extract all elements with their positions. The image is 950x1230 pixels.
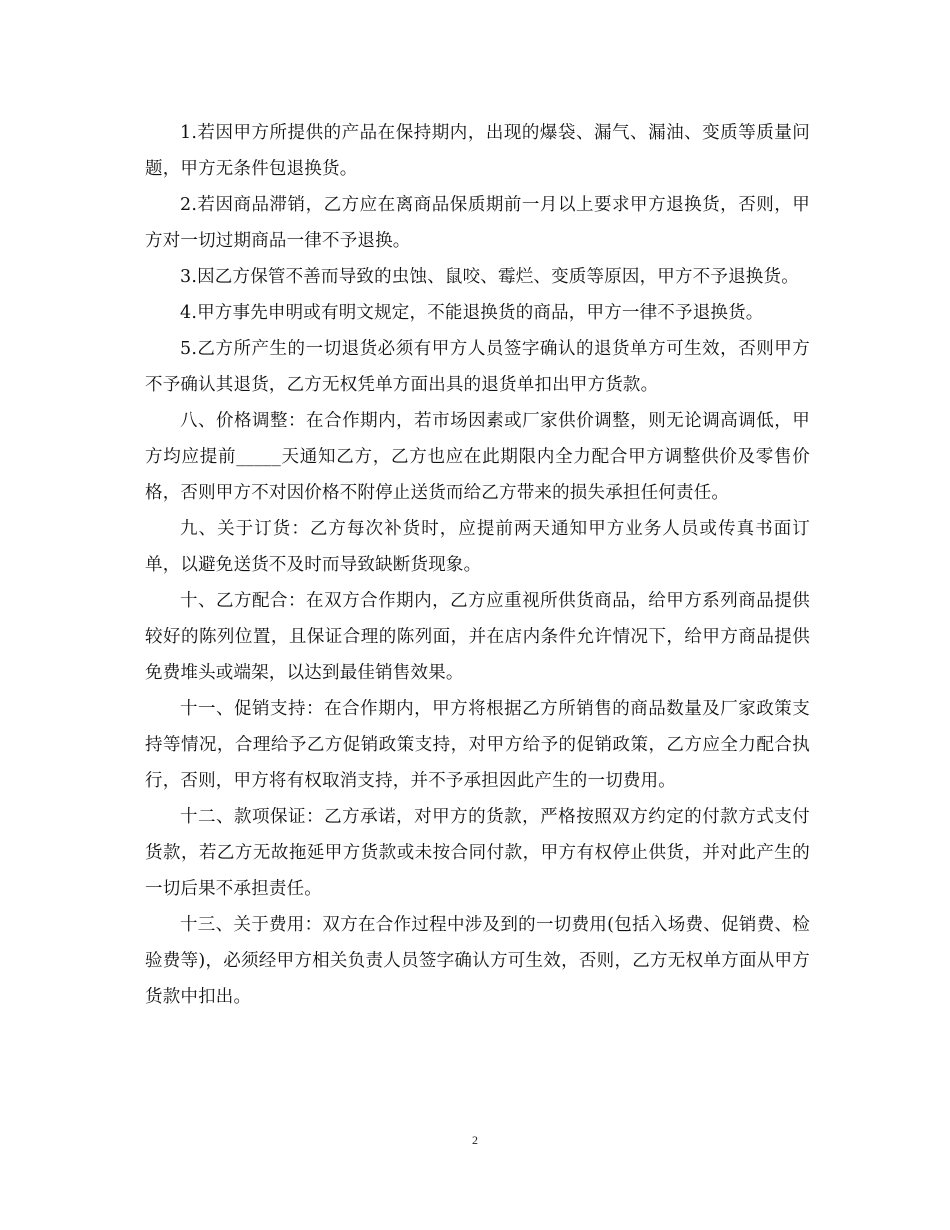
clause-return-quality: 1.若因甲方所提供的产品在保持期内，出现的爆袋、漏气、漏油、变质等质量问题，甲方无条件包退换货。 [145, 123, 810, 179]
clause-return-storage-damage: 3.因乙方保管不善而导致的虫蚀、鼠咬、霉烂、变质等原因，甲方不予退换货。 [180, 267, 799, 287]
clause-ordering: 九、关于订货：乙方每次补货时，应提前两天通知甲方业务人员或传真书面订单，以避免送货不及时而导致缺断货现象。 [145, 519, 810, 575]
clause-fees: 十三、关于费用：双方在合作过程中涉及到的一切费用(包括入场费、促销费、检验费等)，必须经甲方相关负责人员签字确认方可生效，否则，乙方无权单方面从甲方货款中扣出。 [145, 915, 810, 1007]
page-number: 2 [472, 1133, 478, 1147]
document-body [145, 115, 810, 1015]
clause-price-adjustment: 八、价格调整：在合作期内，若市场因素或厂家供价调整，则无论调高调低，甲方均应提前_____天通知乙方，乙方也应在此期限内全力配合甲方调整供价及零售价格，否则甲方不对因价格不附停止送货而给乙方带来的损失承担任何责任。 [145, 411, 810, 503]
clause-return-signature: 5.乙方所产生的一切退货必须有甲方人员签字确认的退货单方可生效，否则甲方不予确认其退货，乙方无权凭单方面出具的退货单扣出甲方货款。 [145, 339, 810, 395]
clause-return-non-returnable: 4.甲方事先申明或有明文规定，不能退换货的商品，甲方一律不予退换货。 [180, 303, 764, 323]
clause-payment-guarantee: 十二、款项保证：乙方承诺，对甲方的货款，严格按照双方约定的付款方式支付货款，若乙方无故拖延甲方货款或未按合同付款，甲方有权停止供货，并对此产生的一切后果不承担责任。 [145, 807, 810, 899]
clause-promotion-support: 十一、促销支持：在合作期内，甲方将根据乙方所销售的商品数量及厂家政策支持等情况，合理给予乙方促销政策支持，对甲方给予的促销政策，乙方应全力配合执行，否则，甲方将有权取消支持，并不予承担因此产生的一切费用。 [145, 699, 810, 791]
clause-return-slow-sales: 2.若因商品滞销，乙方应在离商品保质期前一月以上要求甲方退换货，否则，甲方对一切过期商品一律不予退换。 [145, 195, 810, 251]
clause-cooperation: 十、乙方配合：在双方合作期内，乙方应重视所供货商品，给甲方系列商品提供较好的陈列位置，且保证合理的陈列面，并在店内条件允许情况下，给甲方商品提供免费堆头或端架，以达到最佳销售效果。 [145, 591, 810, 683]
